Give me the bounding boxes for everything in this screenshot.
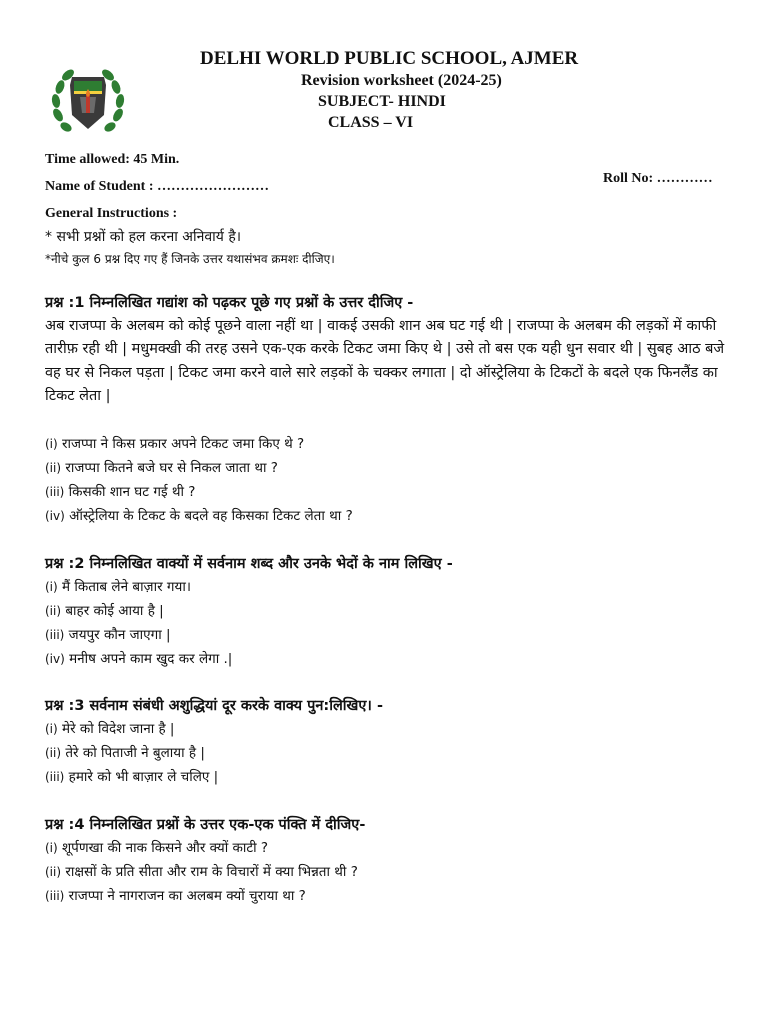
list-item: (ii) तेरे को पिताजी ने बुलाया है | xyxy=(45,745,205,761)
subject-label: SUBJECT- HINDI xyxy=(318,93,446,110)
question-4-heading: प्रश्न :4 निम्नलिखित प्रश्नों के उत्तर एक-एक पंक्ति में दीजिए- xyxy=(45,817,366,833)
list-item: (ii) राजप्पा कितने बजे घर से निकल जाता था ? xyxy=(45,460,278,476)
instructions-heading: General Instructions : xyxy=(45,206,178,221)
question-3-heading: प्रश्न :3 सर्वनाम संबंधी अशुद्धियां दूर करके वाक्य पुन:लिखिए। - xyxy=(45,698,383,714)
list-item: (i) राजप्पा ने किस प्रकार अपने टिकट जमा किए थे ? xyxy=(45,436,305,452)
school-name: DELHI WORLD PUBLIC SCHOOL, AJMER xyxy=(200,48,579,69)
list-item: (iii) हमारे को भी बाज़ार ले चलिए | xyxy=(45,769,219,785)
question-1-passage: अब राजप्पा के अलबम को कोई पूछने वाला नहीं था | वाकई उसकी शान अब घट गई थी | राजप्पा के अलबम की लड़कों में काफी तारीफ़ रही थी | मधुमक्खी की तरह उसने एक-एक करके टिकट जमा किए थे | उसे तो बस एक यही धुन सवार थी | सुबह आठ बजे वह घर से निकल पड़ता | टिकट जमा करने वाले सारे लड़कों के चक्कर लगाता | दो ऑस्ट्रेलिया के टिकटों के बदले एक फिनलैंड का टिकट लेता | xyxy=(45,318,725,404)
list-item: (iii) किसकी शान घट गई थी ? xyxy=(45,484,196,500)
instruction-line-1: * सभी प्रश्नों को हल करना अनिवार्य है। xyxy=(45,229,242,245)
list-item: (ii) राक्षसों के प्रति सीता और राम के विचारों में क्या भिन्नता थी ? xyxy=(45,864,358,880)
question-2-heading: प्रश्न :2 निम्नलिखित वाक्यों में सर्वनाम शब्द और उनके भेदों के नाम लिखिए - xyxy=(45,556,453,572)
list-item: (i) मेरे को विदेश जाना है | xyxy=(45,721,175,737)
list-item: (iii) जयपुर कौन जाएगा | xyxy=(45,627,171,643)
roll-no-field: Roll No: ………… xyxy=(603,171,713,186)
list-item: (i) मैं किताब लेने बाज़ार गया। xyxy=(45,579,191,595)
school-logo xyxy=(50,63,126,137)
class-label: CLASS – VI xyxy=(328,114,414,131)
list-item: (iv) ऑस्ट्रेलिया के टिकट के बदले वह किसका टिकट लेता था ? xyxy=(45,508,353,524)
list-item: (iv) मनीष अपने काम खुद कर लेगा .| xyxy=(45,651,233,667)
student-name-field: Name of Student : …………………… xyxy=(45,179,269,194)
instruction-line-2: *नीचे कुल 6 प्रश्न दिए गए हैं जिनके उत्तर यथासंभव क्रमशः दीजिए। xyxy=(45,252,335,266)
list-item: (iii) राजप्पा ने नागराजन का अलबम क्यों चुराया था ? xyxy=(45,888,306,904)
list-item: (i) शूर्पणखा की नाक किसने और क्यों काटी ? xyxy=(45,840,269,856)
time-allowed: Time allowed: 45 Min. xyxy=(45,152,180,167)
list-item: (ii) बाहर कोई आया है | xyxy=(45,603,164,619)
worksheet-title: Revision worksheet (2024-25) xyxy=(301,72,502,89)
question-1-heading: प्रश्न :1 निम्नलिखित गद्यांश को पढ़कर पूछे गए प्रश्नों के उत्तर दीजिए - xyxy=(45,295,414,311)
